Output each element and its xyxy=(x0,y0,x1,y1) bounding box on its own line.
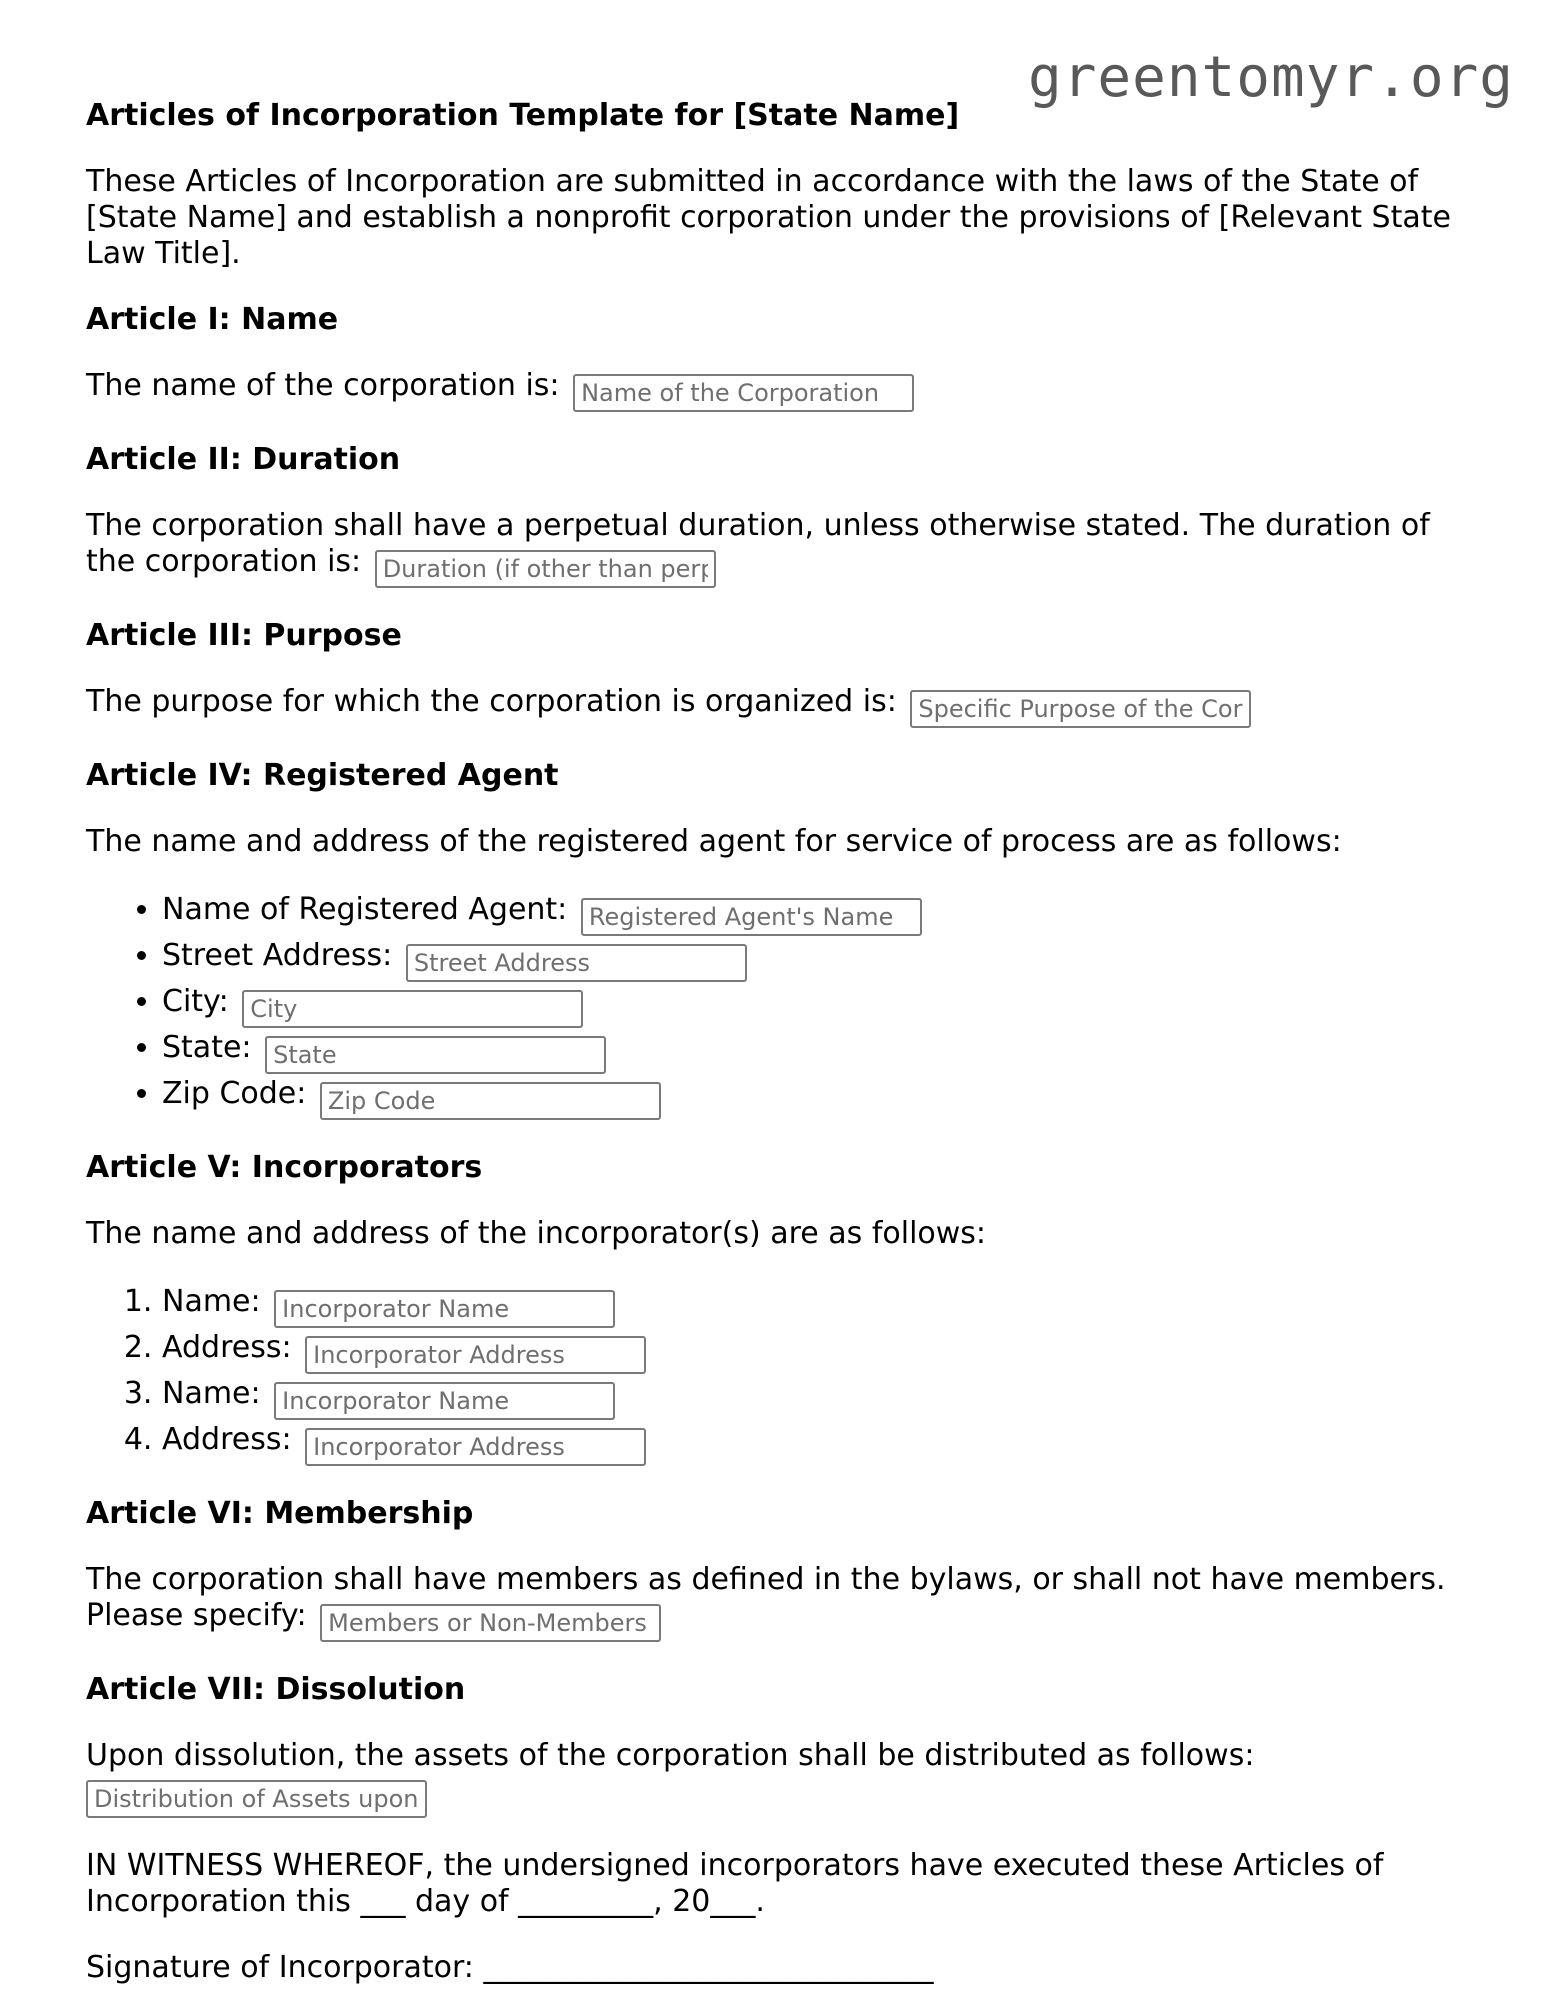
street-address-label: Street Address: xyxy=(162,938,393,973)
article-1-label: The name of the corporation is: xyxy=(86,368,560,403)
list-item xyxy=(162,1028,1486,1074)
list-item xyxy=(162,1420,1486,1466)
article-6-text xyxy=(86,1562,1486,1642)
article-3-heading: Article III: Purpose xyxy=(86,618,402,653)
membership-input[interactable] xyxy=(320,1604,661,1642)
article-1-text xyxy=(86,368,1486,412)
article-5-heading: Article V: Incorporators xyxy=(86,1150,483,1185)
article-1-heading: Article I: Name xyxy=(86,302,339,337)
incorporator-2-name-input[interactable] xyxy=(274,1382,615,1420)
corporation-name-input[interactable] xyxy=(573,374,914,412)
article-3-text xyxy=(86,684,1486,728)
document-page xyxy=(86,98,1486,1986)
duration-input[interactable] xyxy=(375,550,716,588)
article-6-heading: Article VI: Membership xyxy=(86,1496,474,1531)
dissolution-input[interactable] xyxy=(86,1780,427,1818)
watermark: greentomyr.org xyxy=(1027,45,1514,110)
agent-name-label: Name of Registered Agent: xyxy=(162,892,568,927)
state-input[interactable] xyxy=(265,1036,606,1074)
incorporators-list xyxy=(86,1282,1486,1466)
article-2-text xyxy=(86,508,1486,588)
intro-paragraph: These Articles of Incorporation are submitted in accordance with the laws of the State of [State Name] and establish a nonprofit corporation under the provisions of [Relevant State Law Title]. xyxy=(86,164,1451,271)
article-4-text: The name and address of the registered agent for service of process are as follows: xyxy=(86,824,1342,859)
list-item xyxy=(162,936,1486,982)
article-7-heading: Article VII: Dissolution xyxy=(86,1672,466,1707)
article-5-text: The name and address of the incorporator(s) are as follows: xyxy=(86,1216,987,1251)
purpose-input[interactable] xyxy=(910,690,1251,728)
list-item xyxy=(162,1282,1486,1328)
article-7-label: Upon dissolution, the assets of the corporation shall be distributed as follows: xyxy=(86,1738,1255,1773)
incorporator-1-name-input[interactable] xyxy=(274,1290,615,1328)
incorporator-address-label: Address: xyxy=(162,1422,292,1457)
zip-code-label: Zip Code: xyxy=(162,1076,307,1111)
street-address-input[interactable] xyxy=(406,944,747,982)
state-label: State: xyxy=(162,1030,252,1065)
article-3-label: The purpose for which the corporation is organized is: xyxy=(86,684,897,719)
list-item xyxy=(162,1074,1486,1120)
city-label: City: xyxy=(162,984,229,1019)
article-2-label: The corporation shall have a perpetual duration, unless otherwise stated. The duration of the corporation is: xyxy=(86,508,1430,579)
zip-code-input[interactable] xyxy=(320,1082,661,1120)
incorporator-name-label: Name: xyxy=(162,1284,261,1319)
incorporator-address-label: Address: xyxy=(162,1330,292,1365)
list-item xyxy=(162,1328,1486,1374)
incorporator-1-address-input[interactable] xyxy=(305,1336,646,1374)
city-input[interactable] xyxy=(242,990,583,1028)
witness-statement: IN WITNESS WHEREOF, the undersigned incorporators have executed these Articles of Incorporation this ___ day of _________, 20___. xyxy=(86,1848,1384,1919)
signature-line: Signature of Incorporator: ______________________________ xyxy=(86,1950,934,1985)
list-item xyxy=(162,982,1486,1028)
list-item xyxy=(162,890,1486,936)
incorporator-name-label: Name: xyxy=(162,1376,261,1411)
document-title: Articles of Incorporation Template for [State Name] xyxy=(86,98,960,133)
agent-name-input[interactable] xyxy=(581,898,922,936)
incorporator-2-address-input[interactable] xyxy=(305,1428,646,1466)
article-6-label: The corporation shall have members as defined in the bylaws, or shall not have members. Please specify: xyxy=(86,1562,1446,1633)
list-item xyxy=(162,1374,1486,1420)
article-7-text xyxy=(86,1738,1486,1818)
article-2-heading: Article II: Duration xyxy=(86,442,401,477)
registered-agent-list xyxy=(86,890,1486,1120)
article-4-heading: Article IV: Registered Agent xyxy=(86,758,559,793)
